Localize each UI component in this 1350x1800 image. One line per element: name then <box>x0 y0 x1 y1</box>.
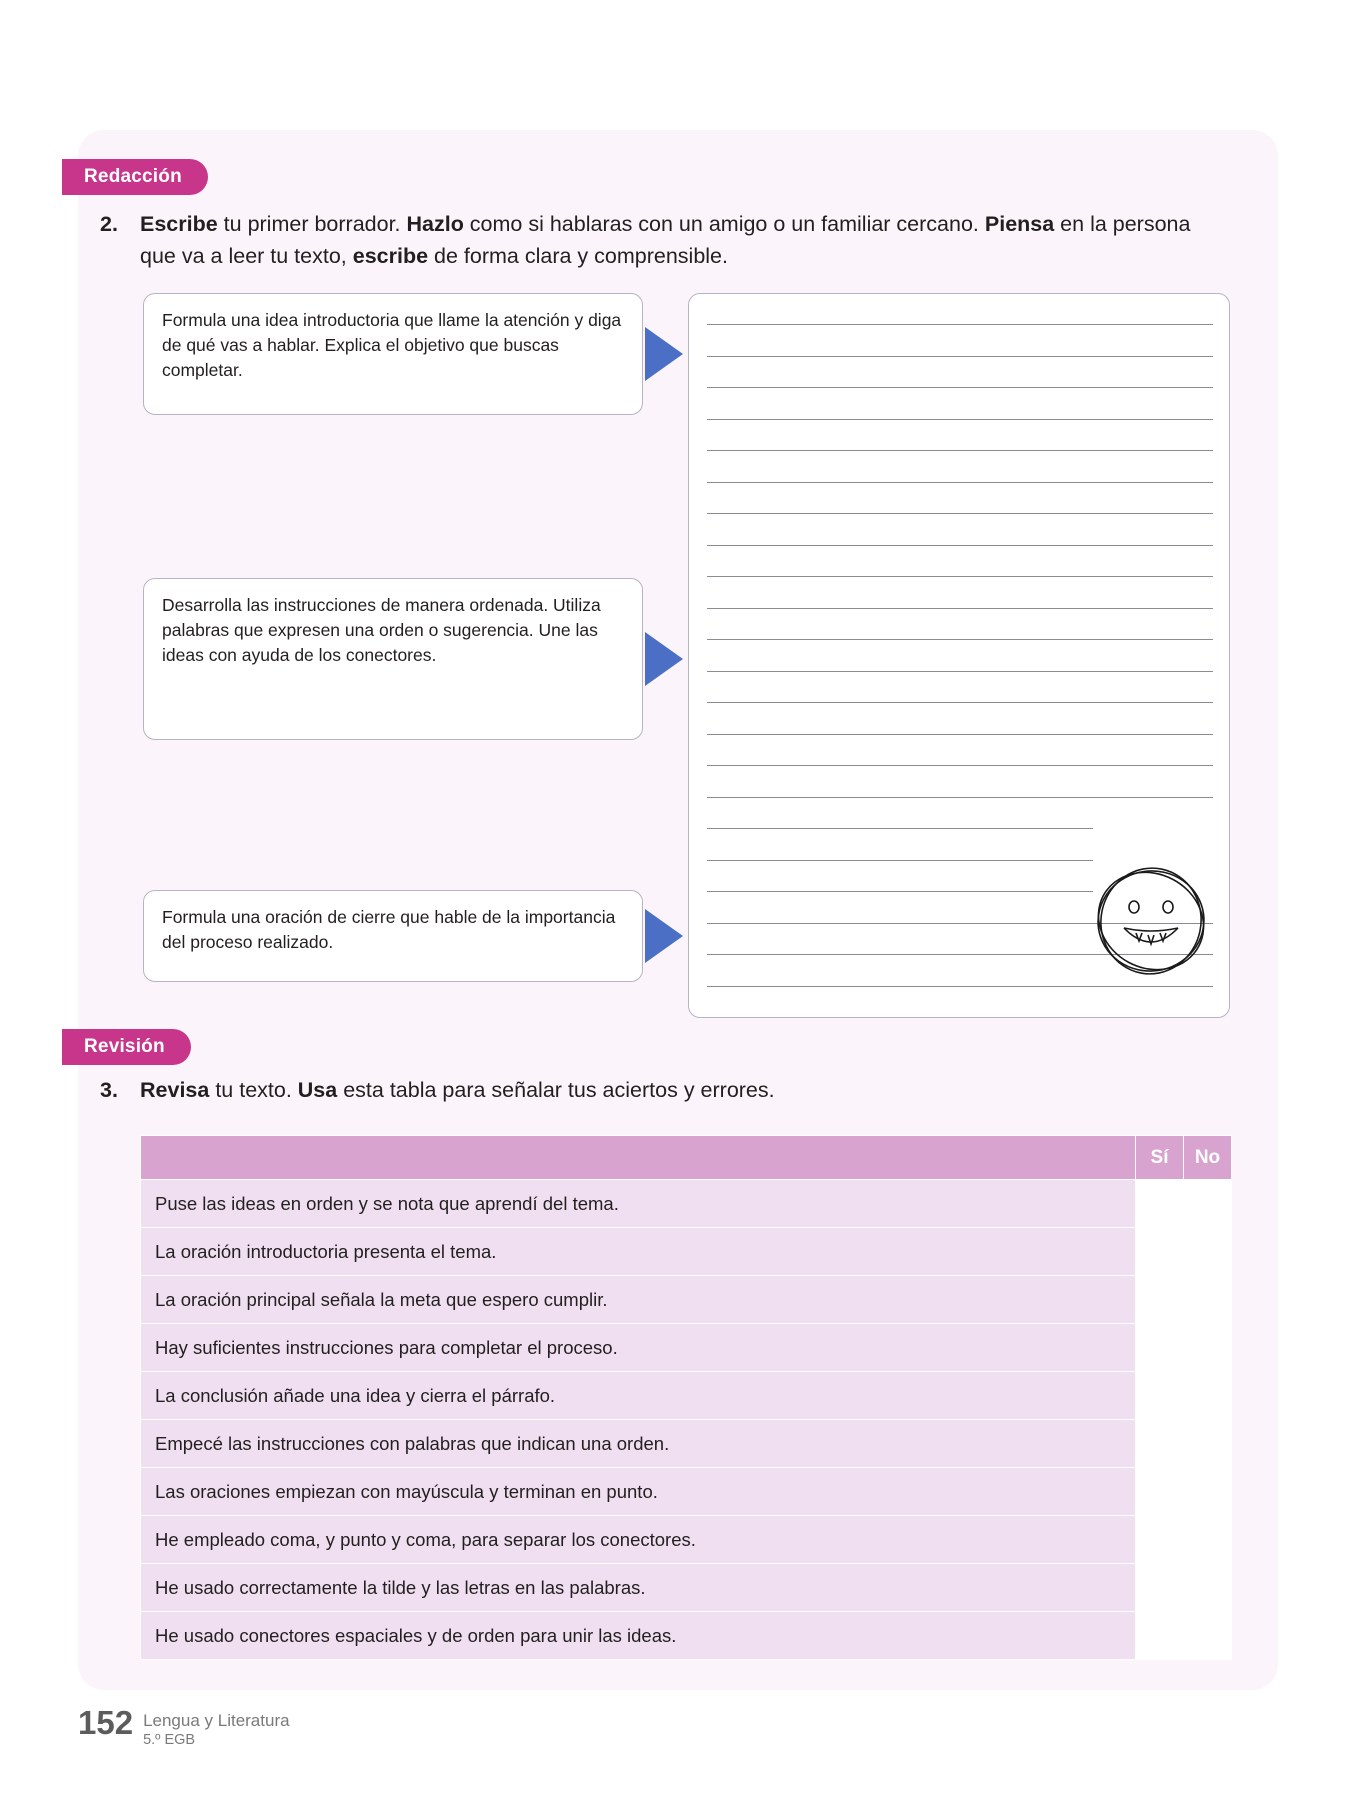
writing-rule-line <box>707 702 1213 703</box>
checklist-statement: He usado correctamente la tilde y las letras en las palabras. <box>141 1564 1136 1612</box>
page-footer <box>78 1706 290 1749</box>
instruction-3-number: 3. <box>100 1078 118 1102</box>
instruction-3-text: Revisa tu texto. Usa esta tabla para señalar tus aciertos y errores. <box>140 1078 775 1102</box>
section-tab-redaccion <box>62 159 208 195</box>
writing-rule-line <box>707 576 1213 577</box>
section-tab-revision <box>62 1029 191 1065</box>
callout-box-closing-text: Formula una oración de cierre que hable de la importancia del proceso realizado. <box>162 907 616 952</box>
footer-subject-block <box>143 1706 290 1749</box>
checklist-statement: He usado conectores espaciales y de orden para unir las ideas. <box>141 1612 1136 1660</box>
checklist-statement: La conclusión añade una idea y cierra el párrafo. <box>141 1372 1136 1420</box>
writing-rule-line <box>707 450 1213 451</box>
instruction-2-text: Escribe tu primer borrador. Hazlo como si hablaras con un amigo o un familiar cercano. Piensa en la persona que va a leer tu texto, escribe de forma clara y comprensible. <box>140 212 1191 269</box>
checklist-statement: La oración principal señala la meta que espero cumplir. <box>141 1276 1136 1324</box>
writing-rule-line <box>707 765 1213 766</box>
table-row <box>141 1612 1232 1660</box>
instruction-3 <box>100 1074 1230 1106</box>
writing-rule-line <box>707 797 1213 798</box>
checklist-header-si: Sí <box>1136 1136 1184 1180</box>
checklist-checkbox-no[interactable] <box>1184 1564 1232 1612</box>
checklist-statement: Puse las ideas en orden y se nota que aprendí del tema. <box>141 1180 1136 1228</box>
checklist-checkbox-no[interactable] <box>1184 1420 1232 1468</box>
table-row <box>141 1228 1232 1276</box>
checklist-checkbox-si[interactable] <box>1136 1420 1184 1468</box>
checklist-checkbox-si[interactable] <box>1136 1228 1184 1276</box>
writing-rule-line <box>707 986 1213 987</box>
instruction-2 <box>100 208 1230 273</box>
checklist-checkbox-no[interactable] <box>1184 1324 1232 1372</box>
checklist-statement: La oración introductoria presenta el tema. <box>141 1228 1136 1276</box>
writing-rule-line <box>707 639 1213 640</box>
instruction-2-number: 2. <box>100 212 118 236</box>
writing-rule-line <box>707 671 1213 672</box>
page-number: 152 <box>78 1704 134 1741</box>
checklist-checkbox-si[interactable] <box>1136 1612 1184 1660</box>
writing-rule-line <box>707 387 1213 388</box>
writing-rule-line <box>707 513 1213 514</box>
writing-rule-line <box>707 608 1213 609</box>
callout-box-intro <box>143 293 643 415</box>
checklist-statement: Hay suficientes instrucciones para completar el proceso. <box>141 1324 1136 1372</box>
checklist-checkbox-no[interactable] <box>1184 1276 1232 1324</box>
writing-rule-line <box>707 419 1213 420</box>
writing-rule-line <box>707 734 1213 735</box>
arrow-right-icon <box>645 909 683 963</box>
callout-box-development-text: Desarrolla las instrucciones de manera ordenada. Utiliza palabras que expresen una orden o sugerencia. Une las ideas con ayuda de los conectores. <box>162 595 601 665</box>
checklist-header-row <box>141 1136 1232 1180</box>
checklist-statement: He empleado coma, y punto y coma, para separar los conectores. <box>141 1516 1136 1564</box>
checklist-checkbox-si[interactable] <box>1136 1468 1184 1516</box>
footer-grade: 5.º EGB <box>143 1732 196 1749</box>
callout-box-development <box>143 578 643 740</box>
table-row <box>141 1180 1232 1228</box>
checklist-statement: Las oraciones empiezan con mayúscula y terminan en punto. <box>141 1468 1136 1516</box>
table-row <box>141 1516 1232 1564</box>
table-row <box>141 1372 1232 1420</box>
checklist-checkbox-no[interactable] <box>1184 1180 1232 1228</box>
section-tab-redaccion-label: Redacción <box>84 166 182 187</box>
checklist-checkbox-no[interactable] <box>1184 1612 1232 1660</box>
writing-rule-line <box>707 482 1213 483</box>
writing-rule-line <box>707 356 1213 357</box>
checklist-checkbox-si[interactable] <box>1136 1372 1184 1420</box>
checklist-header-no: No <box>1184 1136 1232 1180</box>
writing-rule-line <box>707 860 1093 861</box>
table-row <box>141 1276 1232 1324</box>
footer-subject: Lengua y Literatura <box>143 1711 290 1730</box>
writing-rule-line <box>707 828 1093 829</box>
checklist-body <box>141 1180 1232 1660</box>
checklist-checkbox-no[interactable] <box>1184 1516 1232 1564</box>
arrow-right-icon <box>645 327 683 381</box>
checklist-checkbox-si[interactable] <box>1136 1180 1184 1228</box>
checklist-header-blank <box>141 1136 1136 1180</box>
checklist-checkbox-si[interactable] <box>1136 1324 1184 1372</box>
checklist-checkbox-si[interactable] <box>1136 1516 1184 1564</box>
checklist-statement: Empecé las instrucciones con palabras que indican una orden. <box>141 1420 1136 1468</box>
table-row <box>141 1420 1232 1468</box>
smiley-doodle-icon <box>1092 862 1210 980</box>
callout-box-intro-text: Formula una idea introductoria que llame la atención y diga de qué vas a hablar. Explica el objetivo que buscas completar. <box>162 310 622 380</box>
writing-rule-line <box>707 324 1213 325</box>
section-tab-revision-label: Revisión <box>84 1036 165 1057</box>
checklist-checkbox-no[interactable] <box>1184 1372 1232 1420</box>
arrow-right-icon <box>645 632 683 686</box>
revision-checklist-table <box>140 1135 1232 1660</box>
callout-box-closing <box>143 890 643 982</box>
writing-rule-line <box>707 891 1093 892</box>
checklist-header <box>141 1136 1232 1180</box>
table-row <box>141 1564 1232 1612</box>
writing-rule-line <box>707 545 1213 546</box>
table-row <box>141 1468 1232 1516</box>
checklist-checkbox-si[interactable] <box>1136 1564 1184 1612</box>
checklist-checkbox-no[interactable] <box>1184 1228 1232 1276</box>
table-row <box>141 1324 1232 1372</box>
checklist-checkbox-no[interactable] <box>1184 1468 1232 1516</box>
checklist-checkbox-si[interactable] <box>1136 1276 1184 1324</box>
